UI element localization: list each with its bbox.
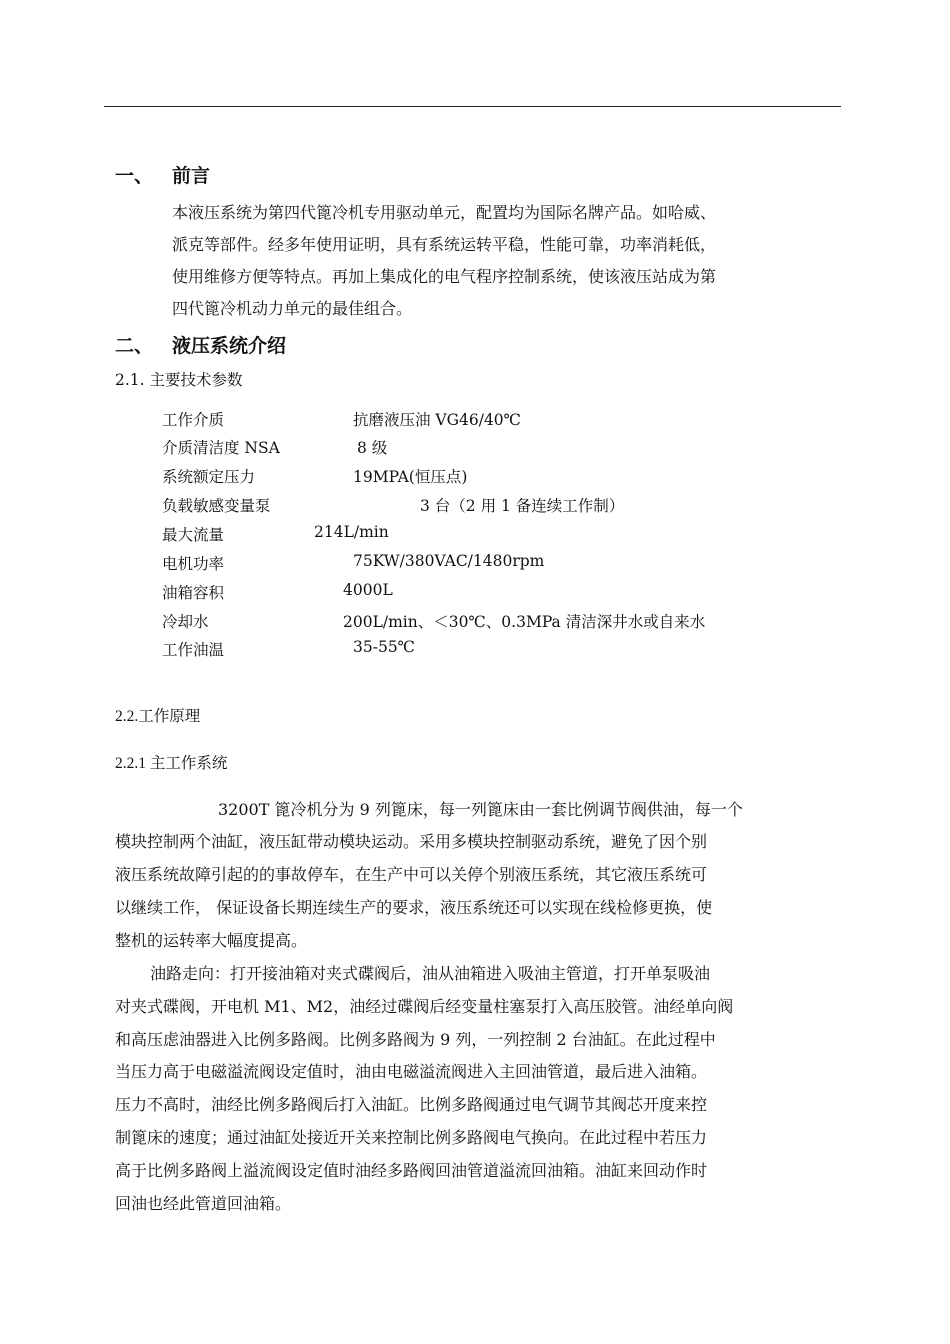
intro-line: 四代篦冷机动力单元的最佳组合。: [172, 299, 413, 318]
subsection-2-2-heading: 2.2.工作原理: [115, 708, 201, 725]
intro-line: 本液压系统为第四代篦冷机专用驱动单元，配置均为国际名牌产品。如哈威、: [172, 203, 717, 222]
body-line: 液压系统故障引起的的事故停车，在生产中可以关停个别液压系统，其它液压系统可: [115, 865, 708, 884]
subsection-2-2-1-heading: 2.2.1 主工作系统: [115, 755, 228, 772]
body-line: 回油也经此管道回油箱。: [115, 1194, 292, 1213]
body-line: 和高压虑油器进入比例多路阀。比例多路阀为 9 列，一列控制 2 台油缸。在此过程中: [115, 1030, 716, 1049]
param-label: 最大流量: [162, 526, 225, 544]
param-value: 35-55℃: [353, 638, 416, 656]
intro-line: 使用维修方便等特点。再加上集成化的电气程序控制系统，使该液压站成为第: [172, 267, 717, 286]
body-line: 整机的运转率大幅度提高。: [115, 931, 308, 950]
header-rule: [104, 106, 841, 107]
param-label: 负载敏感变量泵: [162, 497, 271, 515]
param-value: 75KW/380VAC/1480rpm: [353, 552, 545, 570]
param-label: 工作油温: [162, 641, 225, 659]
param-value: 4000L: [343, 581, 393, 599]
body-line: 压力不高时，油经比例多路阀后打入油缸。比例多路阀通过电气调节其阀芯开度来控: [115, 1095, 708, 1114]
param-value: 8 级: [357, 439, 388, 457]
section-1-title: 前言: [172, 165, 211, 187]
param-label: 系统额定压力: [162, 468, 256, 486]
param-value: 214L/min: [314, 523, 389, 541]
body-line: 高于比例多路阀上溢流阀设定值时油经多路阀回油管道溢流回油箱。油缸来回动作时: [115, 1161, 708, 1180]
section-1-number: 一、: [115, 165, 154, 187]
body-line: 3200T 篦冷机分为 9 列篦床，每一列篦床由一套比例调节阀供油，每一个: [218, 800, 743, 819]
param-value: 200L/min、＜30℃、0.3MPa 清洁深井水或自来水: [343, 613, 706, 631]
param-value: 3 台（2 用 1 备连续工作制）: [420, 497, 625, 515]
intro-line: 派克等部件。经多年使用证明，具有系统运转平稳，性能可靠，功率消耗低，: [172, 235, 717, 254]
body-line: 油路走向：打开接油箱对夹式碟阀后，油从油箱进入吸油主管道，打开单泵吸油: [150, 964, 711, 983]
param-label: 工作介质: [162, 411, 225, 429]
param-label: 冷却水: [162, 613, 209, 631]
body-line: 对夹式碟阀，开电机 M1、M2，油经过碟阀后经变量柱塞泵打入高压胶管。油经单向阀: [115, 997, 734, 1016]
subsection-2-1-heading: 2.1. 主要技术参数: [115, 371, 243, 389]
param-label: 油箱容积: [162, 584, 225, 602]
section-2-number: 二、: [115, 335, 154, 357]
param-label: 电机功率: [162, 555, 225, 573]
param-label: 介质清洁度 NSA: [162, 439, 280, 457]
body-line: 模块控制两个油缸，液压缸带动模块运动。采用多模块控制驱动系统，避免了因个别: [115, 832, 708, 851]
section-2-title: 液压系统介绍: [172, 335, 287, 357]
body-line: 以继续工作， 保证设备长期连续生产的要求，液压系统还可以实现在线检修更换，使: [115, 898, 713, 917]
body-line: 当压力高于电磁溢流阀设定值时，油由电磁溢流阀进入主回油管道，最后进入油箱。: [115, 1062, 708, 1081]
param-value: 抗磨液压油 VG46/40℃: [353, 411, 522, 429]
body-line: 制篦床的速度；通过油缸处接近开关来控制比例多路阀电气换向。在此过程中若压力: [115, 1128, 708, 1147]
param-value: 19MPA(恒压点): [353, 468, 468, 486]
